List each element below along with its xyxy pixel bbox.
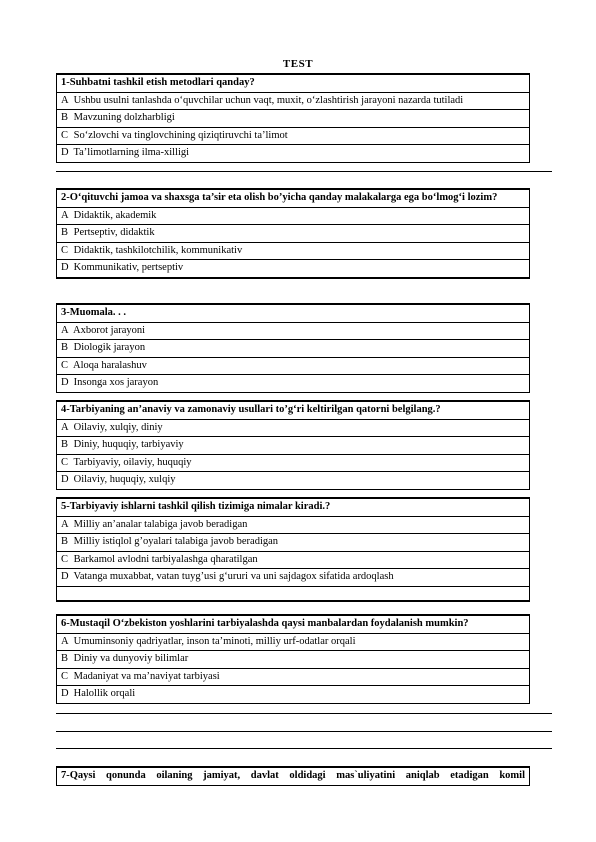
option-row xyxy=(57,472,530,490)
question-2-table xyxy=(56,188,530,279)
separator-line xyxy=(56,731,552,732)
option-text: Halollik orqali xyxy=(73,688,136,699)
option-letter: D xyxy=(61,147,69,158)
option-row xyxy=(57,437,530,455)
option-row xyxy=(57,651,530,669)
option-row xyxy=(57,551,530,569)
option-row xyxy=(57,534,530,552)
option-row xyxy=(57,569,530,587)
option-row xyxy=(57,375,530,393)
option-row xyxy=(57,322,530,340)
option-letter: D xyxy=(61,474,69,485)
option-row xyxy=(57,454,530,472)
option-text: Ushbu usulni tanlashda o‘quvchilar uchun vaqt, muxit, o‘zlashtirish jarayoni nazarda tutiladi xyxy=(73,94,464,106)
option-letter: A xyxy=(61,94,69,106)
option-row xyxy=(57,127,530,145)
option-text: Axborot jarayoni xyxy=(73,324,146,336)
question-6-table xyxy=(56,614,530,704)
option-row xyxy=(57,110,530,128)
option-letter: D xyxy=(61,262,69,273)
option-letter: B xyxy=(61,439,69,450)
option-text: Diologik jarayon xyxy=(73,342,146,353)
option-letter: B xyxy=(61,342,69,353)
option-letter: C xyxy=(61,670,69,682)
question-2-text: 2-O‘qituvchi jamoa va shaxsga ta’sir eta olish bo’yicha qanday malakalarga ega bo‘lmog‘i lozim? xyxy=(57,189,530,207)
option-letter: A xyxy=(61,635,69,647)
option-letter: C xyxy=(61,359,69,371)
option-text: Diniy va dunyoviy bilimlar xyxy=(73,653,189,664)
option-letter: C xyxy=(61,553,69,565)
option-text: Pertseptiv, didaktik xyxy=(73,227,155,238)
option-text: Didaktik, akademik xyxy=(73,209,157,221)
option-text: Kommunikativ, pertseptiv xyxy=(73,262,184,273)
option-text: Didaktik, tashkilotchilik, kommunikativ xyxy=(73,244,243,256)
option-text: Milliy an’analar talabiga javob beradigan xyxy=(73,518,248,530)
option-text: Oilaviy, huquqiy, xulqiy xyxy=(73,474,176,485)
option-letter: A xyxy=(61,518,69,530)
question-1-text: 1-Suhbatni tashkil etish metodlari qanday? xyxy=(57,74,530,92)
option-row xyxy=(57,516,530,534)
blank-row xyxy=(57,586,530,601)
option-letter: C xyxy=(61,244,69,256)
option-letter: B xyxy=(61,653,69,664)
option-row xyxy=(57,419,530,437)
question-3-table xyxy=(56,303,530,393)
option-text: Ta’limotlarning ilma-xilligi xyxy=(73,147,190,158)
option-letter: B xyxy=(61,227,69,238)
option-text: Milliy istiqlol g’oyalari talabiga javob beradigan xyxy=(73,536,279,547)
option-text: So‘zlovchi va tinglovchining qiziqtiruvchi ta’limot xyxy=(73,129,288,141)
separator-line xyxy=(56,748,552,749)
question-7-table xyxy=(56,766,530,786)
option-text: Madaniyat va ma’naviyat tarbiyasi xyxy=(73,670,220,682)
option-letter: A xyxy=(61,209,69,221)
option-row xyxy=(57,225,530,243)
option-text: Mavzuning dolzharbligi xyxy=(73,112,175,123)
option-row xyxy=(57,340,530,358)
separator-line xyxy=(56,171,552,172)
option-row xyxy=(57,145,530,163)
question-5-text: 5-Tarbiyaviy ishlarni tashkil qilish tizimiga nimalar kiradi.? xyxy=(57,498,530,516)
option-letter: A xyxy=(61,324,69,336)
option-text: Insonga xos jarayon xyxy=(73,377,159,388)
option-letter: A xyxy=(61,421,69,433)
option-letter: B xyxy=(61,112,69,123)
option-text: Diniy, huquqiy, tarbiyaviy xyxy=(73,439,184,450)
option-letter: B xyxy=(61,536,69,547)
option-text: Umuminsoniy qadriyatlar, inson ta’minoti, milliy urf-odatlar orqali xyxy=(73,635,356,647)
option-row xyxy=(57,668,530,686)
option-text: Oilaviy, xulqiy, diniy xyxy=(73,421,163,433)
option-row xyxy=(57,92,530,110)
option-text: Vatanga muxabbat, vatan tuyg’usi g‘ururi va uni sajdagox sifatida ardoqlash xyxy=(73,571,394,582)
option-row xyxy=(57,242,530,260)
question-5-table xyxy=(56,497,530,602)
option-text: Barkamol avlodni tarbiyalashga qharatilgan xyxy=(73,553,258,565)
option-row xyxy=(57,686,530,704)
option-text: Tarbiyaviy, oilaviy, huquqiy xyxy=(73,456,192,468)
question-4-table xyxy=(56,400,530,490)
option-row xyxy=(57,357,530,375)
question-3-text: 3-Muomala. . . xyxy=(57,304,530,322)
option-letter: C xyxy=(61,129,69,141)
option-letter: D xyxy=(61,377,69,388)
option-row xyxy=(57,207,530,225)
option-row xyxy=(57,633,530,651)
separator-line xyxy=(56,713,552,714)
option-letter: D xyxy=(61,571,69,582)
option-text: Aloqa haralashuv xyxy=(73,359,147,371)
question-6-text: 6-Mustaqil O‘zbekiston yoshlarini tarbiyalashda qaysi manbalardan foydalanish mumkin? xyxy=(57,615,530,633)
option-letter: D xyxy=(61,688,69,699)
question-1-table xyxy=(56,73,530,163)
option-letter: C xyxy=(61,456,69,468)
option-row xyxy=(57,260,530,278)
question-4-text: 4-Tarbiyaning an’anaviy va zamonaviy usullari to’g‘ri keltirilgan qatorni belgilang.? xyxy=(57,401,530,419)
page-title: TEST xyxy=(282,58,314,70)
question-7-text: 7-Qaysi qonunda oilaning jamiyat, davlat oldidagi mas`uliyatini aniqlab etadigan komil xyxy=(57,767,530,785)
